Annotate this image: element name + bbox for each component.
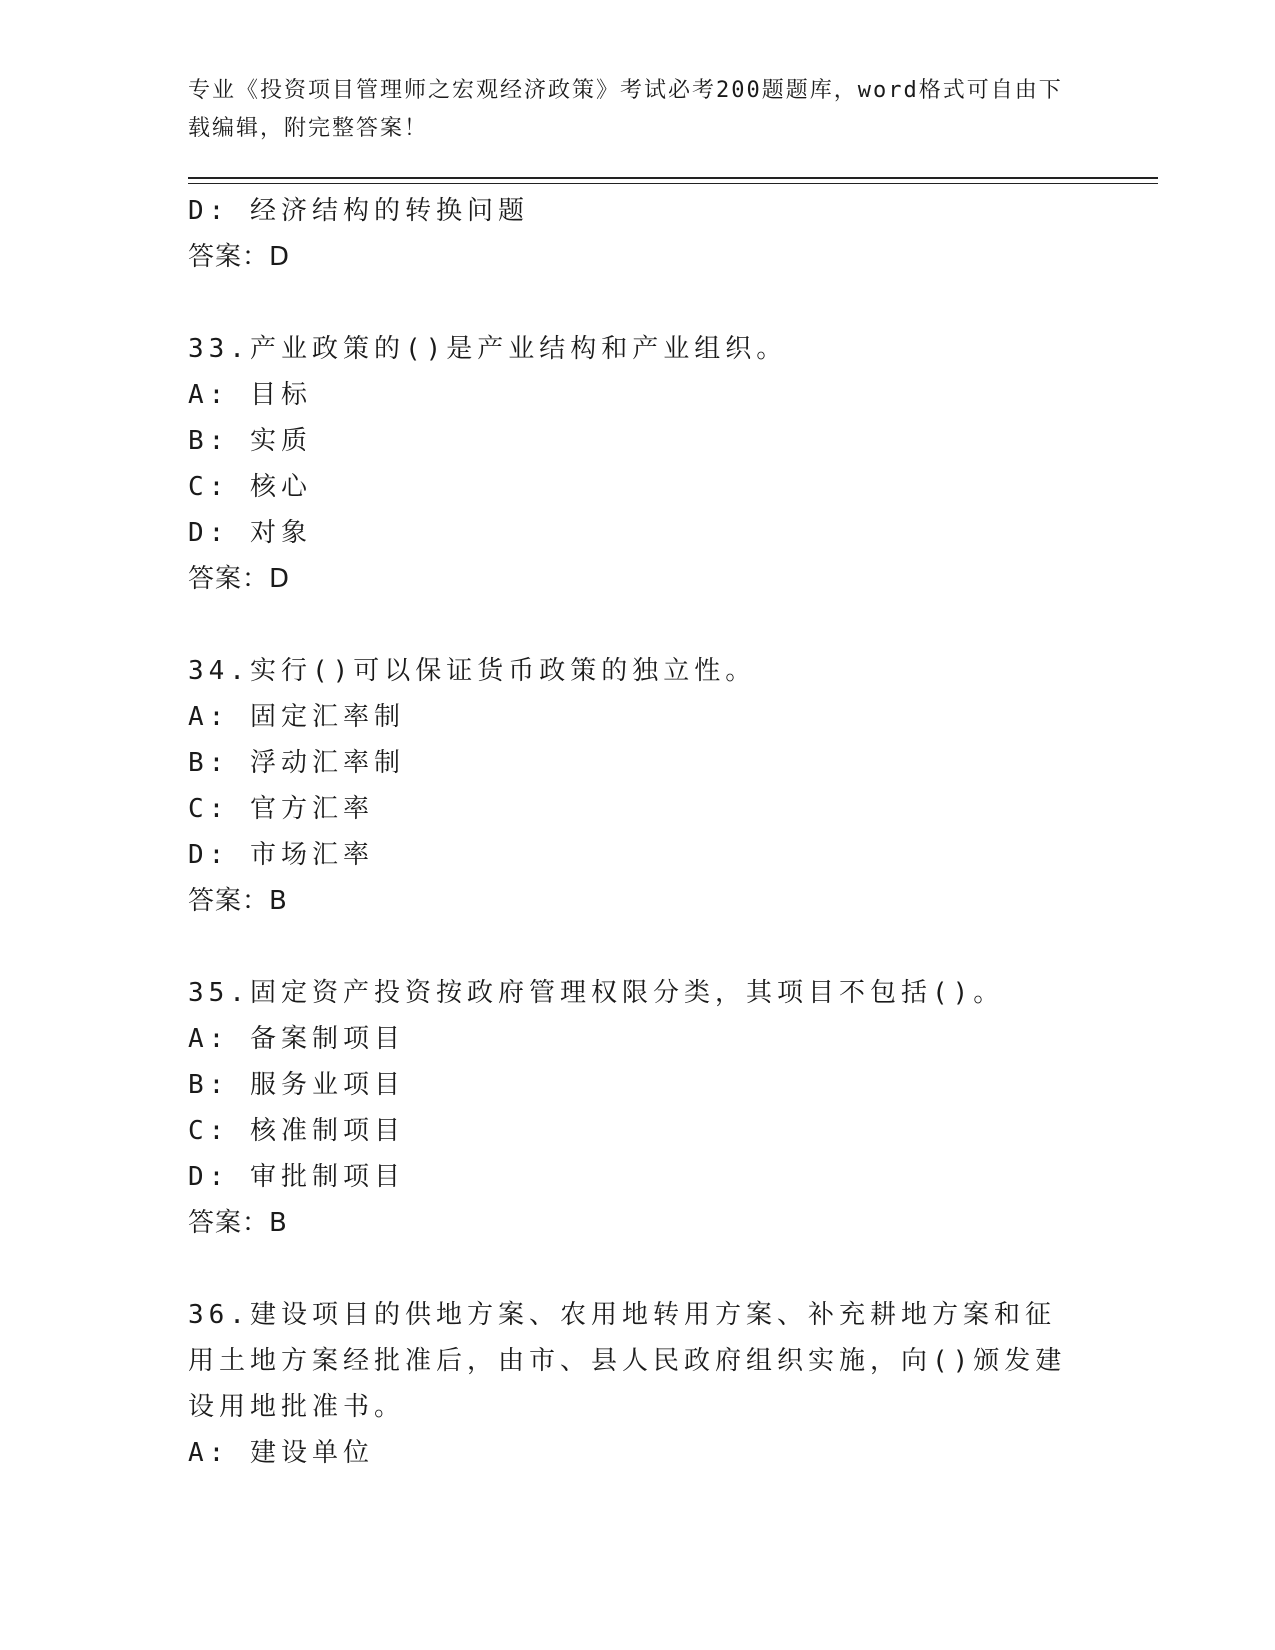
spacer xyxy=(188,602,1088,648)
carryover-block xyxy=(188,188,1088,280)
header-divider-thin xyxy=(188,183,1158,184)
option-a: A: 固定汇率制 xyxy=(188,702,405,732)
question-33 xyxy=(188,326,1088,602)
spacer xyxy=(188,280,1088,326)
option-a: A: 备案制项目 xyxy=(188,1024,405,1054)
answer-line: 答案：B xyxy=(188,1208,288,1238)
answer-line: 答案：D xyxy=(188,242,291,272)
option-d: D: 经济结构的转换问题 xyxy=(188,196,529,226)
question-stem: 36.建设项目的供地方案、农用地转用方案、补充耕地方案和征用土地方案经批准后，由市、县人民政府组织实施，向()颁发建设用地批准书。 xyxy=(188,1300,1067,1422)
document-body xyxy=(188,188,1088,1476)
answer-line: 答案：D xyxy=(188,564,291,594)
option-b: B: 浮动汇率制 xyxy=(188,748,405,778)
option-c: C: 核心 xyxy=(188,472,312,502)
header-divider-thick xyxy=(188,177,1158,179)
option-a: A: 建设单位 xyxy=(188,1438,374,1468)
option-b: B: 实质 xyxy=(188,426,312,456)
option-d: D: 对象 xyxy=(188,518,312,548)
spacer xyxy=(188,924,1088,970)
question-stem: 33.产业政策的()是产业结构和产业组织。 xyxy=(188,334,788,364)
answer-line: 答案：B xyxy=(188,886,288,916)
spacer xyxy=(188,1246,1088,1292)
question-stem: 34.实行()可以保证货币政策的独立性。 xyxy=(188,656,757,686)
option-c: C: 核准制项目 xyxy=(188,1116,405,1146)
question-stem: 35.固定资产投资按政府管理权限分类，其项目不包括()。 xyxy=(188,978,1005,1008)
option-d: D: 市场汇率 xyxy=(188,840,374,870)
option-d: D: 审批制项目 xyxy=(188,1162,405,1192)
option-b: B: 服务业项目 xyxy=(188,1070,405,1100)
option-c: C: 官方汇率 xyxy=(188,794,374,824)
question-36 xyxy=(188,1292,1088,1476)
option-a: A: 目标 xyxy=(188,380,312,410)
question-35 xyxy=(188,970,1088,1246)
question-34 xyxy=(188,648,1088,924)
document-header-text: 专业《投资项目管理师之宏观经济政策》考试必考200题题库，word格式可自由下载编辑，附完整答案！ xyxy=(188,78,1063,141)
